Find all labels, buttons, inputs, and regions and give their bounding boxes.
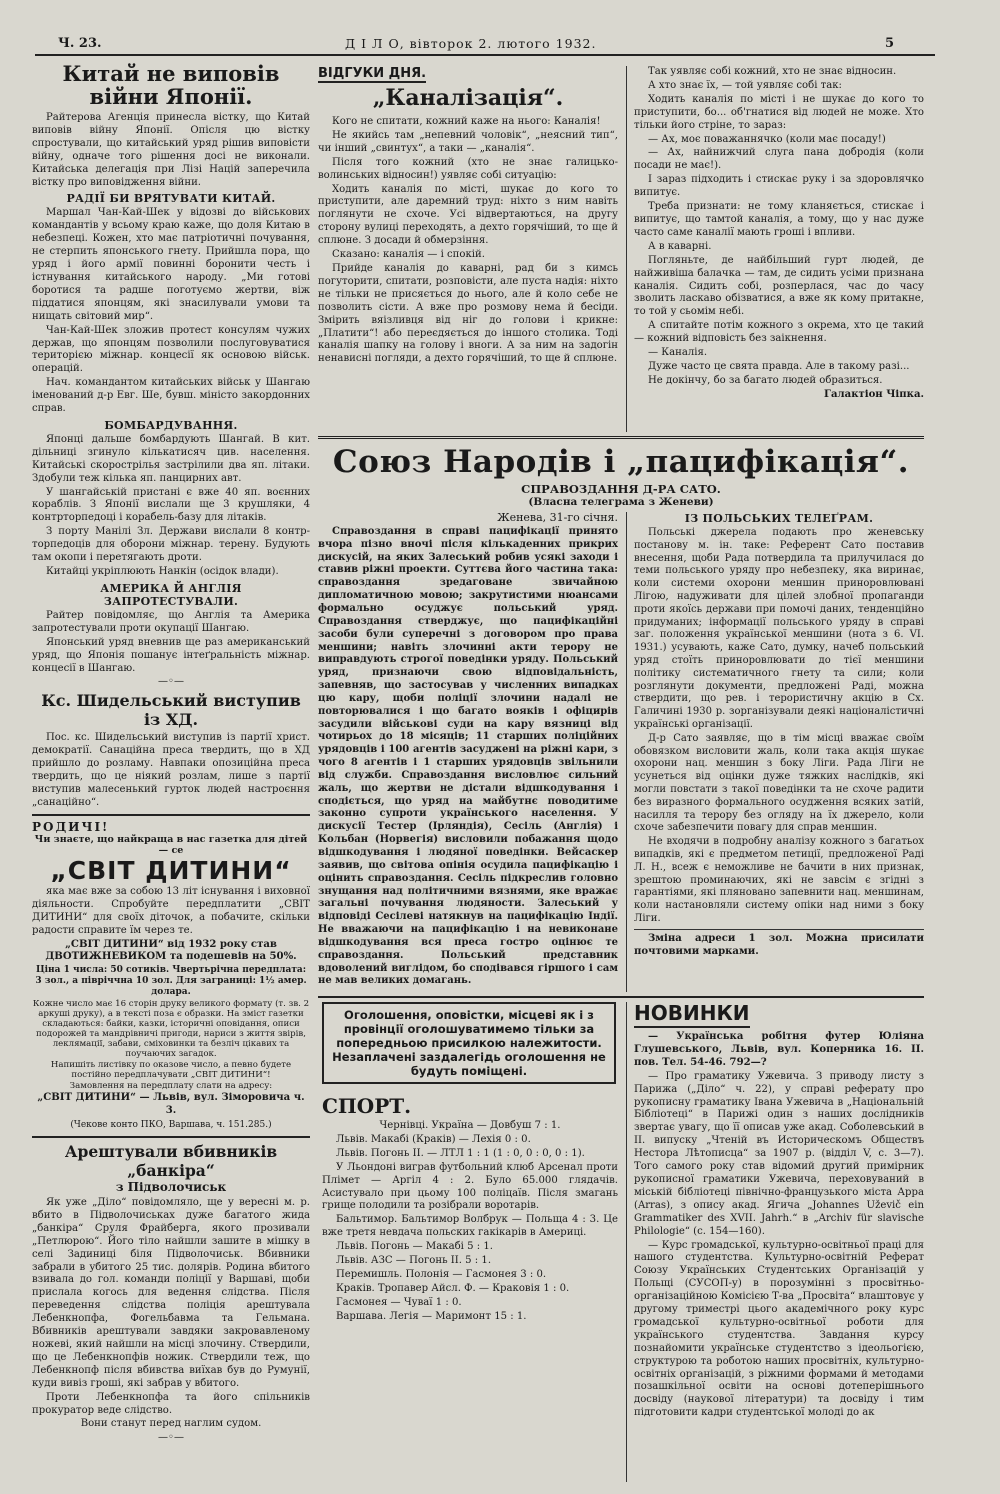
para: Справоздання в справі пацифікації принято вчора пізно вночі після кількаденних прикрих дискусій, на яких Залеський робив усякі заходи і ставив ріжні проекти. Суттєва його частина така: справоздання зредаговане звичайною дипломатичною мовою; закрутистими нюансами формально осуджує польський уряд. Справоздання стверджує, що пацифікаційні засоби були суперечні з договором про права меншини; навіть злочинні акти терору не виправдують строгої поведінки уряду. Польський уряд, признаючи свою відповідальність, запевняв, що застосував у численних випадках цю кару, щоби поліції злочини надалі не повторювалися і що багато вояків і офіцирів засудили військові суди на кару вязниці від чотирьох до 18 місяців; 11 старших поліційних урядовців і 100 агентів засуджені на ріжні кари, з чого 8 агентів і 1 старших урядовців звільнили від служби. Справоздання висловлює сильний жаль, що жертви не дістали відшкодування і сподіється, що уряд на майбутнє поводитиме законно супроти українського населення. У дискусії Тестер (Ірляндія), Сесіль (Англія) і Кольбан (Норвегія) висловили побажання щодо відшкодування і людяної поведінки. Вейсаскер заявив, що світова опінія осудила пацифікацію і оцінить справоздання. Сесіль підкреслив головно знущання над політичними вязнями, яке вражає загальні почування людяности. Залеський у відповіді Сесілеві натякнув на пацифікацію Індії. Не вважаючи на пацифікацію і на невиконане відшкодування вся преса гостро оцінює те справоздання. Польський представник вдоволений виглідом, бо сподівався гіршого і сам не мав великих домагань. [318,525,618,987]
para: — Ах, моє поважаннячко (коли має посаду!) [648,133,886,145]
rule-heavy [318,996,924,998]
para: Прийде каналія до каварні, рад би з кимсь погуторити, спитати, розповісти, але пуста надія: ніхто не тільки не присяється до нього, але й коло себе не позволить сісти. А вже про розмову нема й бесіди. Змірить вяізливця від ніг до голови і крикне: „Платити“! або переєдяється до іншого столика. Тоді каналія шапку на голову і вноги. А за ним на задогін ненависні погляди, а дехто горячіший, то ще й сплюне. [318,262,618,365]
para: Не докінчу, бо за багато людей образиться. [648,374,883,386]
news-item: — Про граматику Ужевича. З приводу листу з Парижа („Діло“ ч. 22), у справі реферату про рукописну граматику Івана Ужевича в „Національній Бібліотеці“ в Парижі один з наших дослідників звертає увагу, що її описав уже акад. Соболевський в II. випуску „Чтеній въ Историческомъ Обществъ Нестора Лѣтописца“ за 1907 р. (відділ V, с. 3—7). Того самого року став відомий другий примірник рукописної граматики Ужевича, переховуваний в міській бібліотеці північно-французького міста Арра (Arras), з опису акад. Ягича „Johannes Uževič ein Grammatiker des XVII. Jahrh.“ в „Archiv für slavische Philologie“ (с. 154—160). [634,1070,924,1237]
para: Проти Лебенкнопфа та його спільників прокуратор веде слідство. [32,1391,310,1416]
para: Дуже часто це свята правда. Але в такому разі... [648,360,910,372]
masthead: Д І Л О, вівторок 2. лютого 1932. [345,36,597,51]
announcement-box [322,1002,616,1084]
para: Не входячи в подробну аналізу кожного з багатьох випадків, які є предметом петиції, предложеної Раді Л. Н., всеж є неможливе не бачити в них признак, зрештою проминаючих, які не завсім є згідні з гарантіями, які пляновано запевнити нац. меншинам, коли настановляли систему опіки над ними з боку Ліги. [634,836,924,924]
subhead: РАДІЇ БИ ВРЯТУВАТИ КИТАЙ. [66,192,276,206]
ornament-divider: —◦— [158,1432,184,1444]
para: „СВІТ ДИТИНИ“ від 1932 року став ДВОТИЖНЕВИКОМ та подешевів на 50%. [45,938,297,963]
para: Японці дальше бомбардують Шангай. В кит. дільниці згинуло кількатисяч цив. населення. Китайські скорострілья застрілили два яп. літаки. Здобули теж кілька яп. панцирних авт. [32,433,310,484]
announcement-text: Оголошення, оповістки, місцеві як і з провінції оголошуватимемо тільки за попередньою присилкою належитости. Незаплачені заздалегідь оголошення не будуть поміщені. [332,1008,606,1078]
para: Китайці укріплюють Нанкін (осідок влади). [46,566,279,577]
headline-arrest: Арештували вбивників „банкіра“ [64,1142,278,1181]
para: Маршал Чан-Кай-Шек у відозві до військових командантів у всьому краю каже, що доля Китаю в небезпеці. Кожен, хто має патріотичні почування, не стерпить японського гнету. Прийшла пора, що уряд і його армії повинні боронити честь і істнування китайського народу. „Ми готові боротися та радше поготуємо жертви, віж піддатися японцям, які знасилували умови та нищать світовий мир“. [32,207,310,322]
column-divider [626,512,627,992]
para: Вони станут перед наглим судом. [80,1418,262,1430]
feuilleton-col-b [634,66,924,434]
para: А спитайте потім кожного з окрема, хто це такий — кожний відповість без заікнення. [634,320,924,345]
para: (Чекове конто ПКО, Варшава, ч. 151.285.) [70,1120,272,1131]
sport-line: У Льондоні виграв футбольний клюб Арсенал проти Плімет — Аргіл 4 : 2. Було 65.000 глядачів. Асистувало при цьому 100 поліцаїв. Після змагань грище полодили та розібрали воротарів. [322,1161,618,1212]
para: Ходить каналія по місті, шукає до кого то приступити, але даремний труд: ніхто з ним навіть поглянути не схоче. Усі відвертаються, на другу сторону вулиці переходять, а дехто горячіший, то ще й сплюне. З досади й обмерзіння. [318,183,618,247]
para: Пос. кс. Шидельський виступив із партії христ. демократії. Санаційна преса твердить, що в ХД прийшло до розламу. Навпаки опозиційна преса твердить, що це ніякий розлам, лише з партії виступив малесенький гурток людей настроєння „санаційно“. [32,732,310,808]
sport-line: Львів. Макабі (Краків) — Лехія 0 : 0. [336,1133,531,1145]
sport-line: Львів. Погонь II. — ЛТЛ 1 : 1 (1 : 0, 0 : 0, 0 : 1). [336,1147,585,1159]
sport-section [322,1092,618,1482]
sport-line: Гасмонея — Чуваї 1 : 0. [336,1296,462,1308]
para: Напишіть листівку по оказове число, а певно будете постійно передплачувати „СВІТ ДИТИНИ“! [50,1060,292,1081]
para: Погляньте, де найбільший гурт людей, де найживіша балачка — там, де сидить усіми признана каналія. Сидить собі, розперлася, час до часу зволить ласкаво обізватися, а вже як кому притакне, то той у сьомім небі. [634,254,924,318]
sport-line: Перемишль. Полонія — Гасмонея 3 : 0. [336,1268,547,1280]
kicker: ВІДГУКИ ДНЯ. [318,66,427,81]
sport-title: СПОРТ. [322,1094,412,1118]
column-divider [626,66,627,432]
rule [634,929,924,930]
para: Польські джерела подають про женевську постанову м. ін. таке: Референт Сато поставив внесення, щоби Рада потвердила та прилучилася до теми польського уряду про небезпеку, яка виринає, коли системи охорони меншин приноровлювані Лігою, надуживати для цілей злобної пропаганди проти якоїсь держави при помочі даних, тенденційно придуманих; інформації польського уряду в справі заг. положення української меншини (нота з 6. VI. 1931.) усувають, каже Сато, думку, начеб польський уряд стоїть приноровлювати до тієї меншини політику систематичного гнету та сили; коли розглянути документи, предложені Раді, можна ствердити, що рев. і терористичну акцію в Сх. Галичині 1930 р. зорганізували деякі націоналістичні українські організації. [634,527,924,730]
address-notice: Зміна адреси 1 зол. Можна присилати почтовими марками. [634,932,924,957]
ornament-divider: —◦— [158,676,184,688]
para: Треба признати: не тому кланяється, стискає і випитує, що тамтой каналія, а тому, що у нас дуже часто саме каналії мають гроші і впливи. [634,201,924,238]
column-divider [626,1002,627,1482]
headline-league: Союз Народів і „пацифікація“. [332,444,910,480]
para: Кожне число має 16 сторін друку великого формату (т. зв. 2 аркуші друку), а в тексті поза є образки. На зміст газетки складаються: байки, казки, історичні оповідання, описи подорожей та мандрівничі пригоди, нариси з життя звірів, леклямації, забави, сміховинки та безліч цікавих та поучаючих загадок. [32,999,310,1060]
subhead: ІЗ ПОЛЬСЬКИХ ТЕЛЕҐРАМ. [684,512,874,525]
para: — Ах, найнижчий слуга пана добродія (коли посади не має!). [634,147,924,172]
sport-line: Варшава. Легія — Маримонт 15 : 1. [336,1310,527,1322]
para: Райтер повідомляє, що Англія та Америка запротестували проти окупації Шангаю. [32,609,310,634]
para: Сказано: каналія — і спокій. [332,249,485,261]
para: Замовлення на передплату слати на адресу: [69,1081,273,1092]
para: Не якийсь там „непевний чоловік“, „неясний тип“, чи інший „свинтух“, а таки — „каналія“. [318,129,618,154]
header-rule [35,54,935,56]
para: Д-р Сато заявляє, що в тім місці вважає своїм обовязком висловити жаль, коли така акція шукає охорони нац. меншин з боку Ліги. Рада Ліги не усунеться від оцінки дуже тяжких наслідків, які могли повстати з такої поведінки та не схоче радити без виразного формального осудження всяких затій, насилля та терору без огляду на їх джерело, коли схоче забезпечити повагу для справ меншин. [634,732,924,834]
para: З порту Манілі Зл. Держави вислали 8 контр-торпедоців для оборони міжнар. терену. Будують там окопи і перетягають дроти. [32,526,310,564]
headline-shydelsky: Кс. Шидельський виступив із ХД. [41,691,301,730]
rule [32,814,310,816]
para: Як уже „Діло“ повідомляло, ще у вересні м. р. вбито в Підволочиськах дуже багатого жида „банкіра“ Сруля Фрайберга, якого прозивали „Петлюрою“. Його тіло найшли зашите в мішку в селі Задиниці біля Підволочиськ. Вбивники забрали в убитого 25 тис. долярів. Родина вбитого взивала до гол. команди поліції у Варшаві, щоби прислала когось для ведення слідства. Після переведення слідства поліція арештувала Лебенкнопфа, Фогельбавма та Гельмана. Вбивників арештували завдяки закровавленому ножеві, який найшли на місці злочину. Ствердили, що це Лебенкнопфів ножик. Ствердили теж, що Лебенкнопф після вбивства виїхав був до Румунії, куди вивіз гроші, які забрав у вбитого. [32,1197,310,1389]
subhead-telegram: (Власна телеграма з Женеви) [528,496,714,508]
para: Після того кожний (хто не знає галицько-волинських відносин!) уявляє собі ситуацію: [318,156,618,181]
para: Японський уряд вневнив ще раз американський уряд, що Японія пошанує інтеґральність міжнар. концесії в Шангаю. [32,636,310,674]
dateline: Женева, 31-го січня. [497,511,618,524]
sport-line: Бальтимор. Бальтимор Волбрук — Польща 4 : 3. Це вже третя невдача польских гакікарів в Америці. [322,1214,618,1239]
ad-sub: Чи знаєте, що найкраща в нас газетка для дітей — се [34,833,308,856]
page-number: 5 [885,36,895,51]
ad-title: „СВІТ ДИТИНИ“ [50,855,292,885]
novynky-title: НОВИНКИ [634,1000,750,1028]
subhead-sato: СПРАВОЗДАННЯ Д-РА САТО. [521,482,721,496]
para: Кого не спитати, кожний каже на нього: Каналія! [332,116,601,127]
news-item: — Українська робітня футер Юліяна Глушевського, Львів, вул. Коперника 16. II. пов. Тел. 54-46. 792—? [634,1031,924,1068]
headline-china: Китай не виповів війни Японії. [62,61,280,109]
para: яка має вже за собою 13 літ існування і виховної діяльности. Спробуйте передплатити „СВІТ ДИТИНИ“ для своїх діточок, а побачите, скільки радости справите їм через те. [32,885,310,936]
para: А хто знає їх, — той уявляє собі так: [648,79,842,91]
headline-arrest-sub: з Підволочиськ [115,1180,227,1195]
sport-line: Львів. Погонь — Макабі 5 : 1. [336,1241,493,1253]
headline-kanalizatsiya: „Каналізація“. [372,85,564,111]
news-item: — Курс громадської, культурно-освітньої праці для нашого студентства. Культурно-освітній Реферат Союзу Українських Студентських Організацій у Польщі (СУСОП-у) в порозумінні з просвітньо-організаційною Комісією Т-ва „Просвіта“ влаштовує у другому триместрі цього академічного року курс громадської культурно-освітньої роботи для українського студентства. Завдання курсу познайомити українське студентство з ідеольогією, структурою та роботою наших просвітніх, культурно-освітніх організацій, з ріжними формами й методами позашкільної освіти на основі дотеперішнього досвіду (наукової літератури) та досвіду і тим підготовити кадри студентської молоді до ак [634,1239,924,1419]
para: Райтерова Агенція принесла вістку, що Китай виповів війну Японії. Опісля цю вістку спростували, що китайський уряд рішив виповісти війну, одначе того рішення досі не виконали. Китайська делегація при Лізі Націй заперечила вістку про виповідження війни. [32,112,310,188]
para: І зараз підходить і стискає руку і за здоровлячко випитує. [634,174,924,199]
para: Нач. командантом китайських військ у Шангаю іменований д-р Евг. Ше, бувш. міністо закордонних справ. [32,377,310,415]
subhead: БОМБАРДУВАННЯ. [104,418,238,432]
issue-number: Ч. 23. [58,36,102,51]
sport-line: Чернівці. Україна — Довбуш 7 : 1. [379,1120,561,1131]
column-left [32,62,310,1482]
sport-line: Львів. АЗС — Погонь II. 5 : 1. [336,1255,492,1267]
para: Ходить каналія по місті і не шукає до кого то приступити, бо... об'гнатися від людей не може. Хто тільки його стріне, то зараз: [634,93,924,131]
para: У шангайській пристані є вже 40 яп. воєнних кораблів. З Японії вислали ще 3 крушляки, 4 контрторпедоці і корабель-базу для літаків. [32,486,310,524]
para: А в каварні. [648,240,712,252]
signature: Галактіон Чіпка. [824,388,924,400]
rule [32,1136,310,1138]
para: Ціна 1 числа: 50 сотиків. Чвертьрічна передплата: 3 зол., а півріччна 10 зол. Для заграниці: 1½ амер. долара. [35,965,307,998]
sport-line: Краків. Тропавер Айсл. Ф. — Краковія 1 : 0. [336,1282,570,1294]
league-col-a [318,511,618,987]
ad-head: РОДИЧІ! [32,819,110,834]
para: Чан-Кай-Шек зложив протест консулям чужих держав, що японцям позволили послуговуватися територією міжнар. концесії як основою військ. операцій. [32,324,310,375]
para: „СВІТ ДИТИНИ“ — Львів, вул. Зіморовича ч. 3. [37,1092,305,1117]
para: Так уявляє собі кожний, хто не знає відносин. [648,66,897,77]
feuilleton-col-a [318,62,618,434]
rule-heavy [318,436,924,439]
subhead: АМЕРИКА Й АНГЛІЯ ЗАПРОТЕСТУВАЛИ. [100,581,242,608]
league-col-b [634,512,924,992]
novynky-section [634,1000,924,1482]
para: — Каналія. [648,347,708,359]
